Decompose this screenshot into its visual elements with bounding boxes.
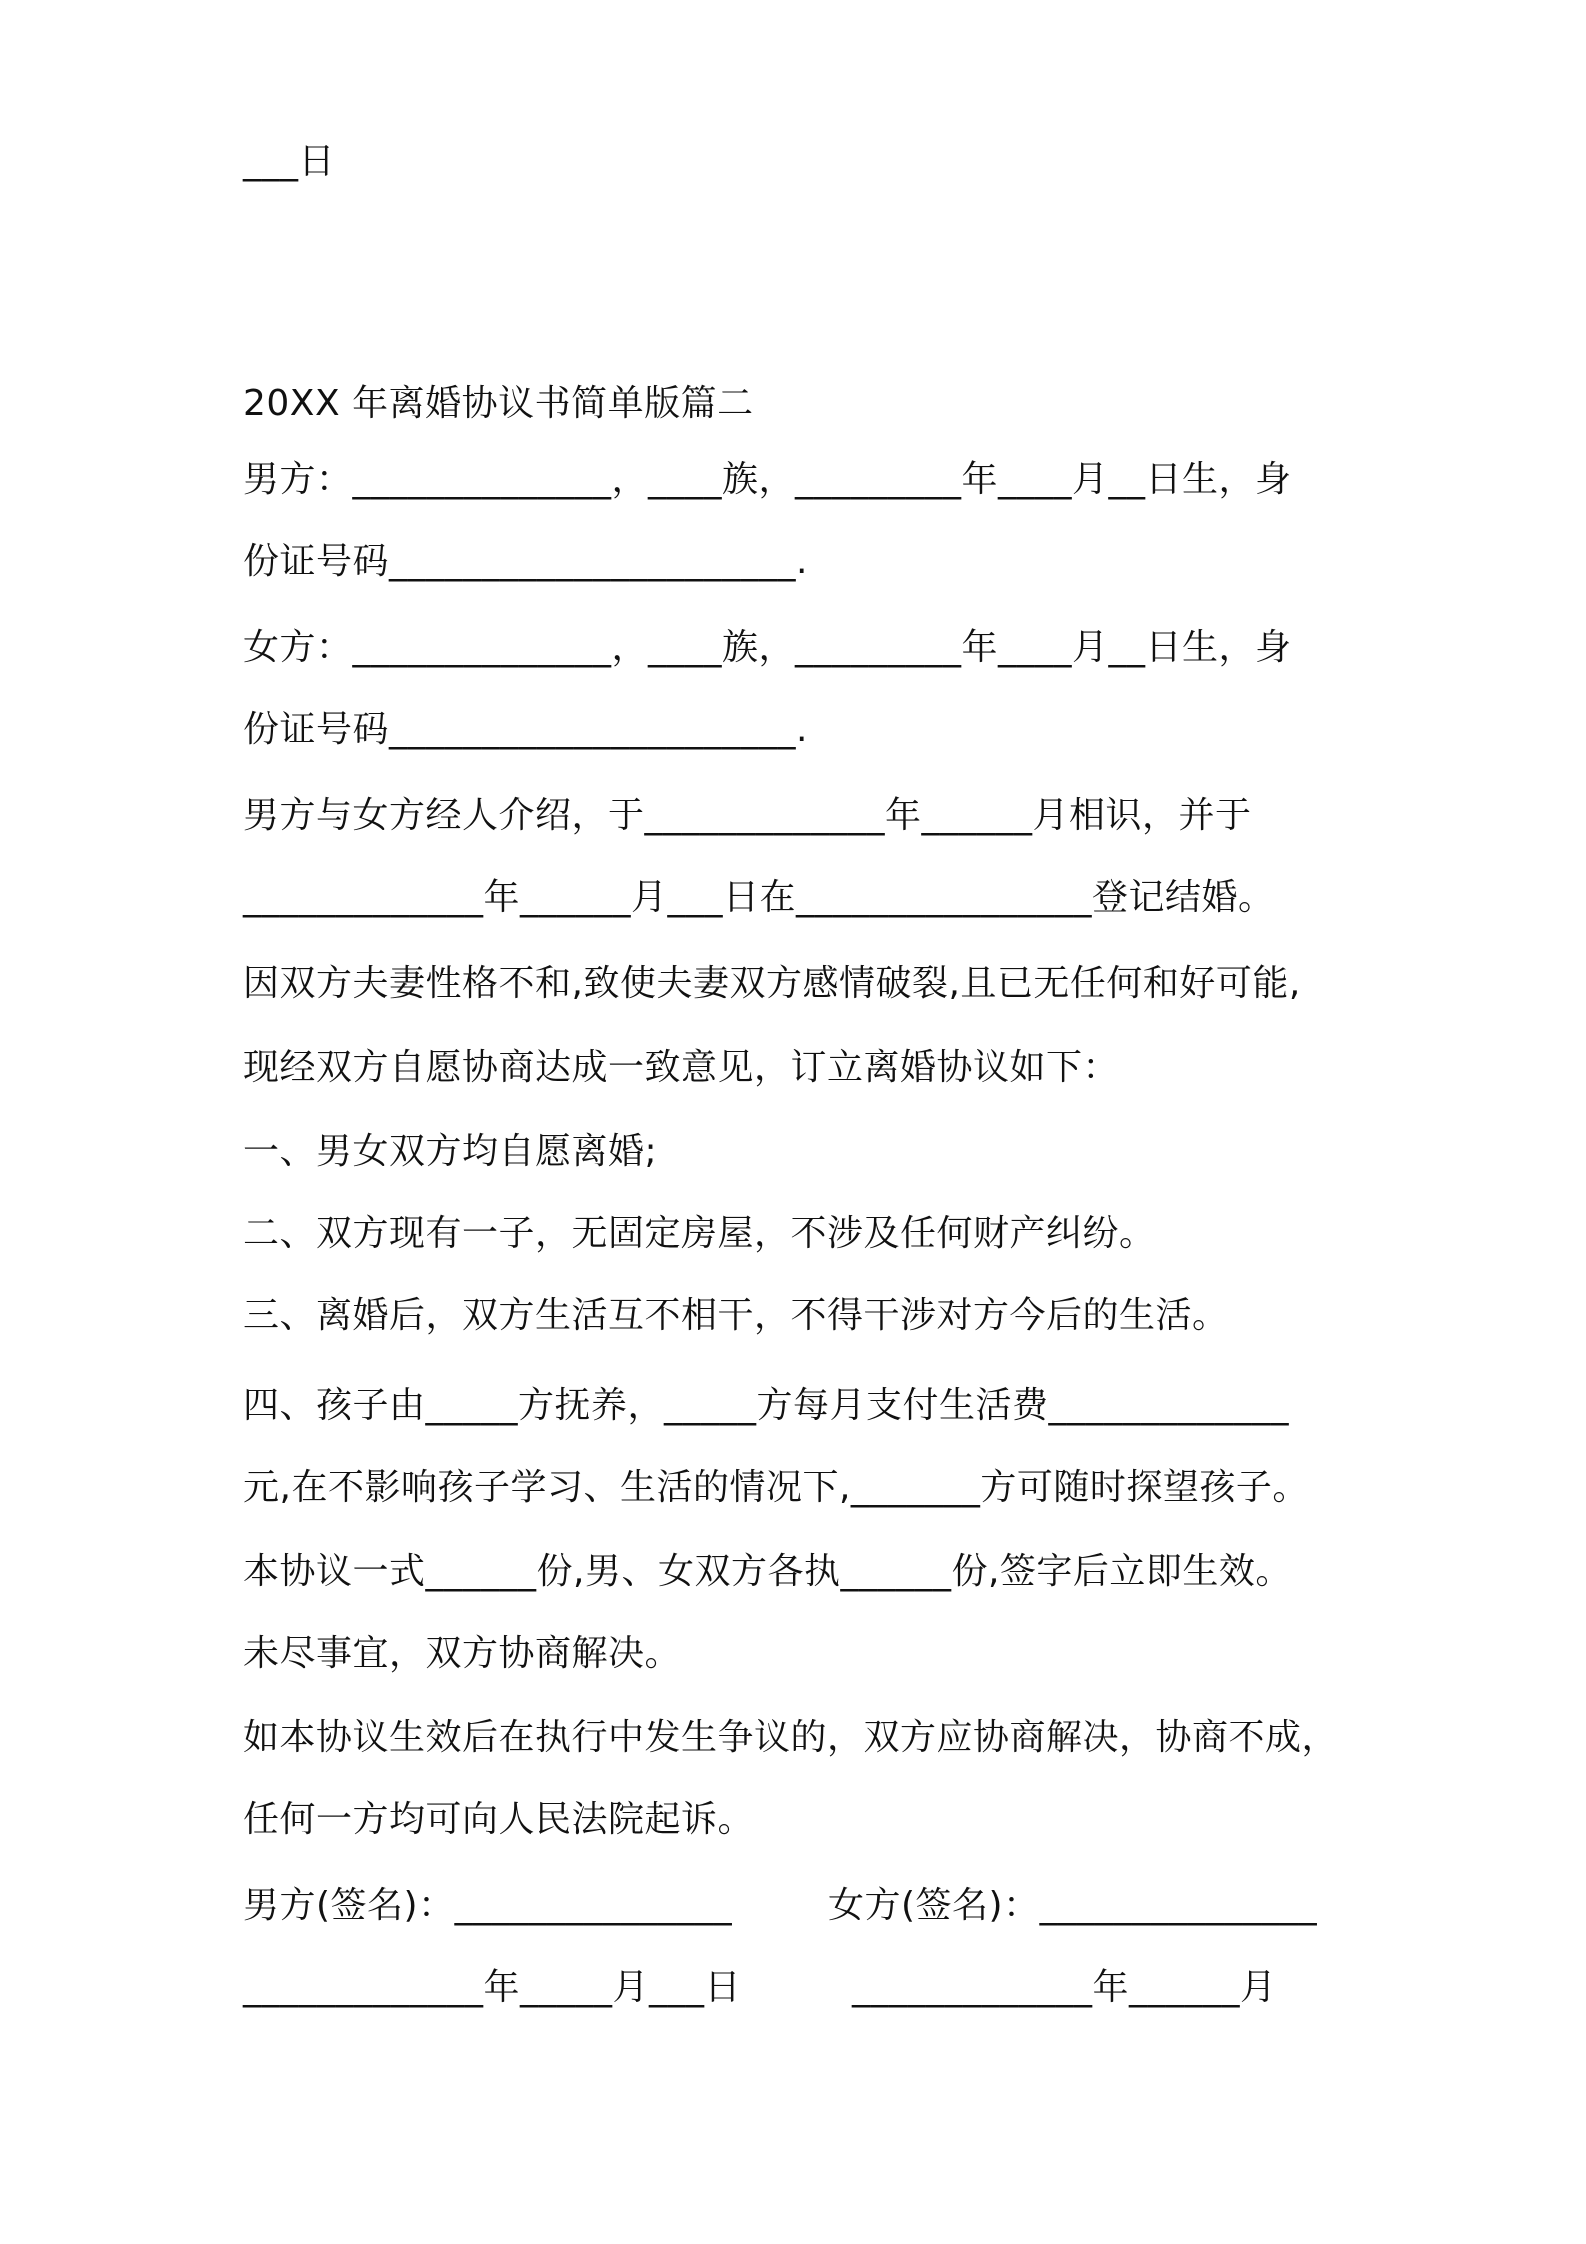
- male-signature: 男方(签名)：_______________: [243, 1885, 733, 1926]
- reason-line-2: 现经双方自愿协商达成一致意见，订立离婚协议如下：: [243, 1047, 1120, 1088]
- clause-4-line-2: 元,在不影响孩子学习、生活的情况下,_______方可随时探望孩子。: [243, 1467, 1309, 1508]
- female-info-line-1: 女方：______________，____族，_________年____月__日生，身: [243, 627, 1292, 668]
- clause-2: 二、双方现有一子，无固定房屋，不涉及任何财产纠纷。: [243, 1213, 1156, 1254]
- top-date-fragment: ___日: [243, 141, 336, 182]
- intro-line-2: _____________年______月___日在________________登记结婚。: [243, 877, 1275, 918]
- female-sign-date: _____________年______月: [852, 1967, 1277, 2008]
- clause-3: 三、离婚后，双方生活互不相干，不得干涉对方今后的生活。: [243, 1295, 1229, 1336]
- male-info-line-1: 男方：______________，____族，_________年____月__日生，身: [243, 459, 1292, 500]
- copies-line: 本协议一式______份,男、女双方各执______份,签字后立即生效。: [243, 1551, 1292, 1592]
- unresolved-line: 未尽事宜，双方协商解决。: [243, 1633, 682, 1674]
- male-info-line-2: 份证号码______________________.: [243, 541, 808, 582]
- female-info-line-2: 份证号码______________________.: [243, 709, 808, 750]
- document-title: 20XX 年离婚协议书简单版篇二: [243, 383, 754, 424]
- clause-4-line-1: 四、孩子由_____方抚养，_____方每月支付生活费_____________: [243, 1385, 1290, 1426]
- dispute-line-2: 任何一方均可向人民法院起诉。: [243, 1799, 755, 1840]
- clause-1: 一、男女双方均自愿离婚;: [243, 1131, 658, 1172]
- female-signature: 女方(签名)：_______________: [828, 1885, 1318, 1926]
- intro-line-1: 男方与女方经人介绍，于_____________年______月相识，并于: [243, 795, 1252, 836]
- reason-line-1: 因双方夫妻性格不和,致使夫妻双方感情破裂,且已无任何和好可能,: [243, 963, 1301, 1004]
- male-sign-date: _____________年_____月___日: [243, 1967, 741, 2008]
- dispute-line-1: 如本协议生效后在执行中发生争议的，双方应协商解决，协商不成，: [243, 1717, 1339, 1758]
